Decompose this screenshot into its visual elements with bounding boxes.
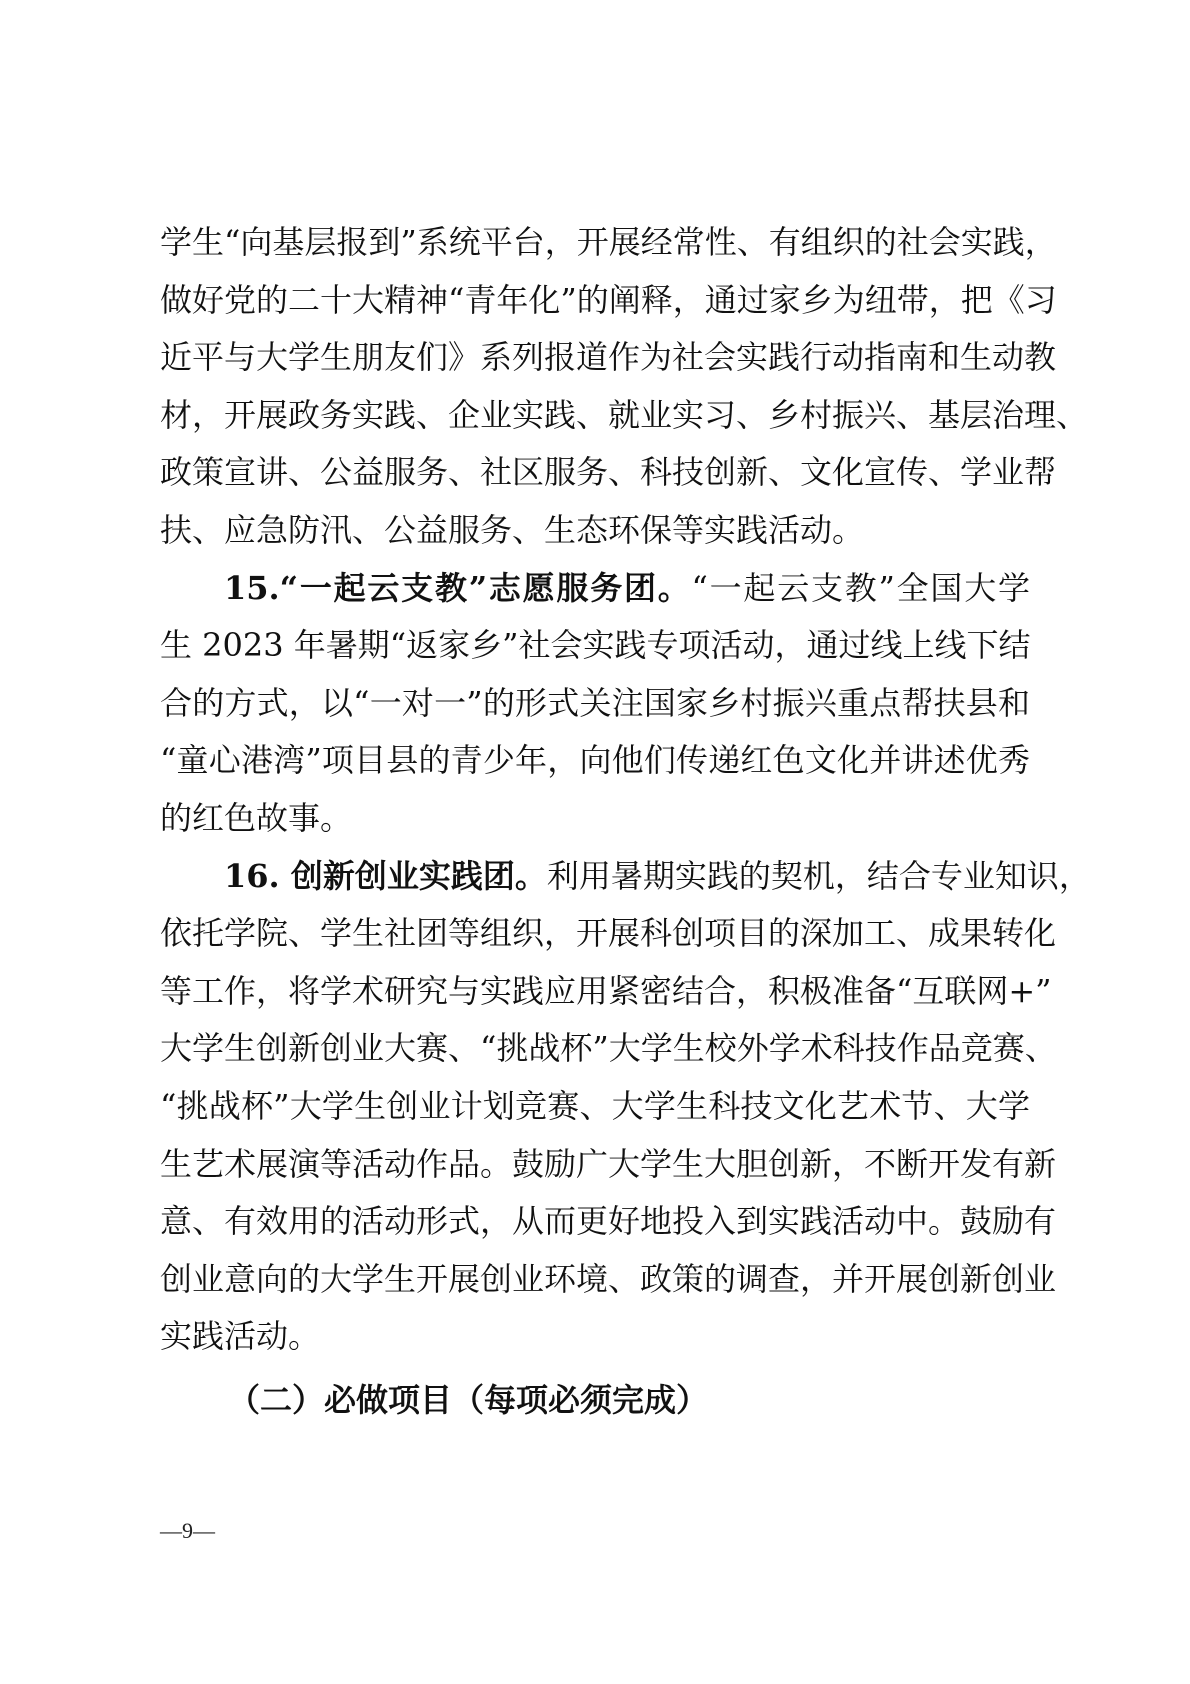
text-line: 生 2023 年暑期“返家乡”社会实践专项活动，通过线上线下结 <box>160 626 1031 665</box>
text-line <box>160 848 1091 906</box>
text-line: 的红色故事。 <box>160 798 353 837</box>
text-line: 材，开展政务实践、企业实践、就业实习、乡村振兴、基层治理、 <box>160 395 1089 434</box>
text-line: 生艺术展演等活动作品。鼓励广大学生大胆创新，不断开发有新 <box>160 1144 1057 1183</box>
paragraph-2 <box>160 560 1030 848</box>
paragraph-3 <box>160 848 1091 1366</box>
text-line: “挑战杯”大学生创业计划竞赛、大学生科技文化艺术节、大学 <box>160 1086 1030 1125</box>
item-16-text: 利用暑期实践的契机，结合专业知识， <box>546 856 1091 895</box>
page-number: —9— <box>160 1518 215 1543</box>
paragraph-1 <box>160 214 1089 560</box>
section-heading: （二）必做项目（每项必须完成） <box>228 1380 709 1419</box>
item-15-text: “一起云支教”全国大学 <box>691 568 1030 607</box>
text-line: 实践活动。 <box>160 1317 321 1356</box>
text-line: 意、有效用的活动形式，从而更好地投入到实践活动中。鼓励有 <box>160 1202 1057 1241</box>
text-line: 创业意向的大学生开展创业环境、政策的调查，并开展创新创业 <box>160 1259 1057 1298</box>
text-line: 合的方式，以“一对一”的形式关注国家乡村振兴重点帮扶县和 <box>160 683 1030 722</box>
text-line: “童心港湾”项目县的青少年，向他们传递红色文化并讲述优秀 <box>160 741 1030 780</box>
text-line: 学生“向基层报到”系统平台，开展经常性、有组织的社会实践， <box>160 223 1057 261</box>
body-text <box>160 214 1091 1429</box>
text-line: 做好党的二十大精神“青年化”的阐释，通过家乡为纽带，把《习 <box>160 280 1057 319</box>
text-line: 大学生创新创业大赛、“挑战杯”大学生校外学术科技作品竞赛、 <box>160 1029 1057 1068</box>
text-line: 依托学院、学生社团等组织，开展科创项目的深加工、成果转化 <box>160 914 1057 953</box>
item-16-title: 16. 创新创业实践团。 <box>224 856 547 895</box>
item-15-title: 15.“一起云支教”志愿服务团。 <box>224 568 692 607</box>
text-line: 近平与大学生朋友们》系列报道作为社会实践行动指南和生动教 <box>160 338 1057 377</box>
text-line: 政策宣讲、公益服务、社区服务、科技创新、文化宣传、学业帮 <box>160 453 1057 492</box>
text-line: 等工作，将学术研究与实践应用紧密结合，积极准备“互联网+” <box>160 971 1052 1010</box>
text-line <box>160 560 1030 618</box>
text-line: 扶、应急防汛、公益服务、生态环保等实践活动。 <box>160 510 865 549</box>
